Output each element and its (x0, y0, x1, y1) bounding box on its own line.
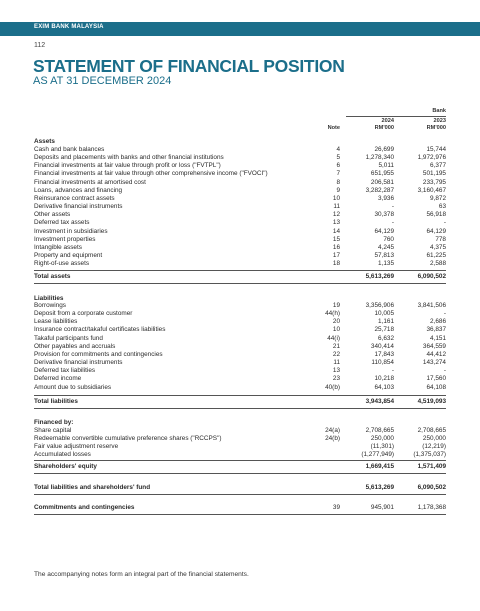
row-value-2024: - (391, 219, 394, 227)
table-row (34, 326, 446, 334)
row-value-2024: 4,245 (378, 243, 394, 251)
divider-assets-total-top (34, 270, 446, 271)
table-row (34, 435, 446, 443)
row-label: Share capital (34, 427, 72, 434)
commitments-2024: 945,901 (370, 504, 394, 511)
row-value-2023: 250,000 (422, 435, 446, 443)
row-label: Deferred tax assets (34, 219, 90, 227)
column-group-bank: Bank (432, 108, 446, 114)
row-value-2024: 3,282,287 (365, 186, 394, 194)
divider-equity-top (34, 460, 446, 461)
row-value-2023: - (443, 310, 446, 318)
column-header-2024: 2024 (381, 118, 394, 124)
table-row (34, 244, 446, 252)
row-value-2023: 4,375 (430, 243, 446, 251)
row-value-2023: - (443, 367, 446, 375)
row-note: 10 (332, 194, 340, 202)
row-value-2023: 2,708,665 (417, 427, 446, 434)
row-note: 20 (332, 318, 340, 326)
row-value-2024: 26,699 (374, 146, 394, 153)
table-row (34, 154, 446, 162)
row-label: Accumulated losses (34, 451, 91, 459)
table-row (34, 187, 446, 195)
total-2024: 3,943,854 (365, 398, 394, 405)
row-note: 11 (333, 203, 340, 211)
row-value-2024: 3,356,906 (365, 302, 394, 309)
row-value-2023: 56,918 (426, 211, 446, 219)
table-row (34, 384, 446, 392)
table-row (34, 162, 446, 170)
row-value-2024: 2,708,665 (365, 427, 394, 434)
row-value-2024: 206,581 (370, 178, 394, 186)
row-note: 40(b) (325, 383, 340, 391)
row-value-2023: 44,412 (426, 350, 446, 358)
row-value-2024: 30,378 (374, 211, 394, 219)
row-value-2023: (1,375,037) (413, 451, 446, 459)
table-row (34, 170, 446, 178)
row-value-2023: 64,108 (426, 383, 446, 391)
column-header-note: Note (327, 125, 340, 131)
row-value-2024: 760 (383, 235, 394, 243)
table-row (34, 203, 446, 211)
column-header-2023: 2023 (433, 118, 446, 124)
row-note: 15 (332, 235, 340, 243)
row-value-2024: 64,103 (374, 383, 394, 391)
row-label: Fair value adjustment reserve (34, 443, 119, 451)
grand-total-2024: 5,613,269 (365, 484, 394, 491)
table-row (34, 302, 446, 310)
row-note: 5 (336, 154, 340, 162)
table-row (34, 195, 446, 203)
row-value-2024: 651,955 (370, 170, 394, 178)
section-heading-financed: Financed by: (34, 419, 74, 426)
row-value-2024: (1,277,949) (361, 451, 394, 459)
total-label: Total assets (34, 273, 71, 280)
row-note: 24(b) (325, 435, 340, 443)
table-row (34, 427, 446, 435)
row-note: 12 (332, 211, 340, 219)
row-value-2023: 1,972,976 (417, 154, 446, 162)
row-value-2023: 61,225 (426, 251, 446, 259)
row-note: 13 (332, 367, 340, 375)
table-row (34, 367, 446, 375)
row-label: Takaful participants fund (34, 334, 103, 342)
total-2023: 1,571,409 (417, 463, 446, 470)
column-group-divider (346, 116, 446, 117)
table-row (34, 335, 446, 343)
row-value-2023: 778 (435, 235, 446, 243)
row-value-2023: 36,837 (426, 326, 446, 334)
row-label: Financial investments at fair value through profit or loss ("FVTPL") (34, 162, 221, 170)
row-note: 18 (332, 260, 340, 268)
row-label: Intangible assets (34, 243, 82, 251)
row-value-2023: 64,129 (426, 227, 446, 235)
row-note: 11 (333, 359, 340, 367)
section-heading-assets: Assets (34, 138, 55, 145)
row-label: Investment in subsidiaries (34, 227, 108, 235)
table-row (34, 359, 446, 367)
total-assets-row (34, 273, 446, 281)
commitments-2023: 1,178,368 (417, 504, 446, 511)
row-value-2024: (11,301) (370, 443, 394, 451)
row-value-2024: 10,005 (374, 310, 394, 318)
row-label: Derivative financial instruments (34, 203, 123, 211)
row-note: 4 (336, 146, 340, 153)
row-note: 17 (332, 251, 340, 259)
row-label: Redeemable convertible cumulative preference shares ("RCCPS") (34, 435, 222, 443)
table-row (34, 179, 446, 187)
commitments-note: 39 (332, 504, 340, 511)
row-label: Amount due to subsidiaries (34, 383, 112, 391)
row-value-2023: 2,588 (430, 260, 446, 268)
row-note: 14 (332, 227, 340, 235)
row-value-2024: 5,011 (378, 162, 394, 170)
row-label: Deferred income (34, 375, 82, 383)
table-row (34, 219, 446, 227)
row-value-2023: 364,559 (422, 342, 446, 350)
row-note: 6 (336, 162, 340, 170)
row-value-2024: 6,632 (378, 334, 394, 342)
commitments-row (34, 504, 446, 512)
total-label: Total liabilities (34, 398, 78, 405)
divider-commitments-bottom (34, 514, 446, 515)
total-2024: 5,613,269 (365, 273, 394, 280)
total-label: Shareholders' equity (34, 463, 97, 470)
divider-assets-total-bottom (34, 283, 446, 284)
row-value-2023: 2,686 (430, 318, 446, 326)
total-liabilities-row (34, 398, 446, 406)
row-note: 44(i) (327, 334, 340, 342)
row-label: Cash and bank balances (34, 146, 105, 153)
column-unit-2024: RM'000 (374, 125, 394, 131)
row-label: Derivative financial instruments (34, 359, 123, 367)
table-row (34, 351, 446, 359)
row-value-2024: 3,936 (378, 194, 394, 202)
row-note: 22 (332, 350, 340, 358)
row-value-2024: - (391, 367, 394, 375)
total-2023: 6,090,502 (417, 273, 446, 280)
row-value-2024: 64,129 (374, 227, 394, 235)
row-value-2023: 15,744 (426, 146, 446, 153)
divider-liabilities-total-top (34, 395, 446, 396)
row-label: Deposits and placements with banks and other financial institutions (34, 154, 224, 162)
row-note: 10 (332, 326, 340, 334)
page-title: STATEMENT OF FINANCIAL POSITION (33, 56, 345, 76)
row-label: Reinsurance contract assets (34, 194, 115, 202)
row-value-2023: 17,560 (426, 375, 446, 383)
row-label: Insurance contract/takaful certificates liabilities (34, 326, 166, 334)
total-2024: 1,669,415 (365, 463, 394, 470)
row-label: Provision for commitments and contingencies (34, 350, 163, 358)
row-label: Borrowings (34, 302, 66, 309)
table-row (34, 451, 446, 459)
row-value-2024: - (391, 203, 394, 211)
row-value-2024: 1,135 (378, 260, 394, 268)
row-value-2023: 63 (438, 203, 446, 211)
row-value-2023: 143,274 (422, 359, 446, 367)
table-row (34, 260, 446, 268)
row-label: Investment properties (34, 235, 96, 243)
table-row (34, 146, 446, 154)
page-number: 112 (34, 42, 46, 49)
row-note: 13 (332, 219, 340, 227)
row-value-2023: 233,795 (422, 178, 446, 186)
row-label: Other assets (34, 211, 71, 219)
row-note: 9 (336, 186, 340, 194)
row-note: 8 (336, 178, 340, 186)
row-value-2024: 57,813 (374, 251, 394, 259)
row-value-2024: 10,218 (374, 375, 394, 383)
row-value-2024: 1,278,340 (365, 154, 394, 162)
row-value-2024: 250,000 (370, 435, 394, 443)
row-label: Lease liabilities (34, 318, 78, 326)
grand-total-label: Total liabilities and shareholders' fund (34, 484, 151, 491)
row-note: 44(h) (325, 310, 340, 318)
row-label: Financial investments at amortised cost (34, 178, 146, 186)
page-subtitle: AS AT 31 DECEMBER 2024 (33, 75, 172, 87)
header-bar (0, 22, 480, 36)
row-value-2024: 17,843 (374, 350, 394, 358)
row-label: Financial investments at fair value through other comprehensive income ("FVOCI") (34, 170, 268, 178)
footer-note: The accompanying notes form an integral part of the financial statements. (34, 571, 249, 578)
row-note: 16 (332, 243, 340, 251)
brand-name: EXIM BANK MALAYSIA (34, 24, 104, 30)
row-note: 24(a) (325, 427, 340, 434)
table-row (34, 236, 446, 244)
row-value-2024: 1,161 (378, 318, 394, 326)
row-value-2023: 501,195 (422, 170, 446, 178)
row-note: 23 (332, 375, 340, 383)
shareholders-equity-row (34, 463, 446, 471)
divider-equity-bottom (34, 473, 446, 474)
grand-total-row (34, 484, 446, 492)
row-value-2024: 25,718 (374, 326, 394, 334)
row-value-2023: 3,841,506 (417, 302, 446, 309)
row-value-2023: - (443, 219, 446, 227)
row-note: 19 (332, 302, 340, 309)
row-label: Other payables and accruals (34, 342, 116, 350)
row-label: Deferred tax liabilities (34, 367, 96, 375)
table-row (34, 375, 446, 383)
table-row (34, 443, 446, 451)
table-row (34, 228, 446, 236)
row-label: Deposit from a corporate customer (34, 310, 133, 318)
section-heading-liabilities: Liabilities (34, 295, 64, 302)
row-value-2023: 3,160,467 (417, 186, 446, 194)
grand-total-2023: 6,090,502 (417, 484, 446, 491)
row-value-2024: 110,854 (371, 359, 394, 367)
commitments-label: Commitments and contingencies (34, 504, 135, 511)
row-label: Right-of-use assets (34, 260, 90, 268)
table-row (34, 252, 446, 260)
table-row (34, 318, 446, 326)
row-value-2023: 4,151 (430, 334, 446, 342)
row-value-2024: 340,414 (370, 342, 394, 350)
column-unit-2023: RM'000 (426, 125, 446, 131)
row-note: 21 (332, 342, 340, 350)
divider-liabilities-total-bottom (34, 408, 446, 409)
table-row (34, 211, 446, 219)
total-2023: 4,519,093 (417, 398, 446, 405)
row-value-2023: 6,377 (430, 162, 446, 170)
table-row (34, 310, 446, 318)
row-value-2023: (12,219) (422, 443, 446, 451)
table-row (34, 343, 446, 351)
row-note: 7 (336, 170, 340, 178)
row-value-2023: 9,872 (430, 194, 446, 202)
row-label: Property and equipment (34, 251, 103, 259)
divider-grand-total-bottom (34, 494, 446, 495)
row-label: Loans, advances and financing (34, 186, 123, 194)
